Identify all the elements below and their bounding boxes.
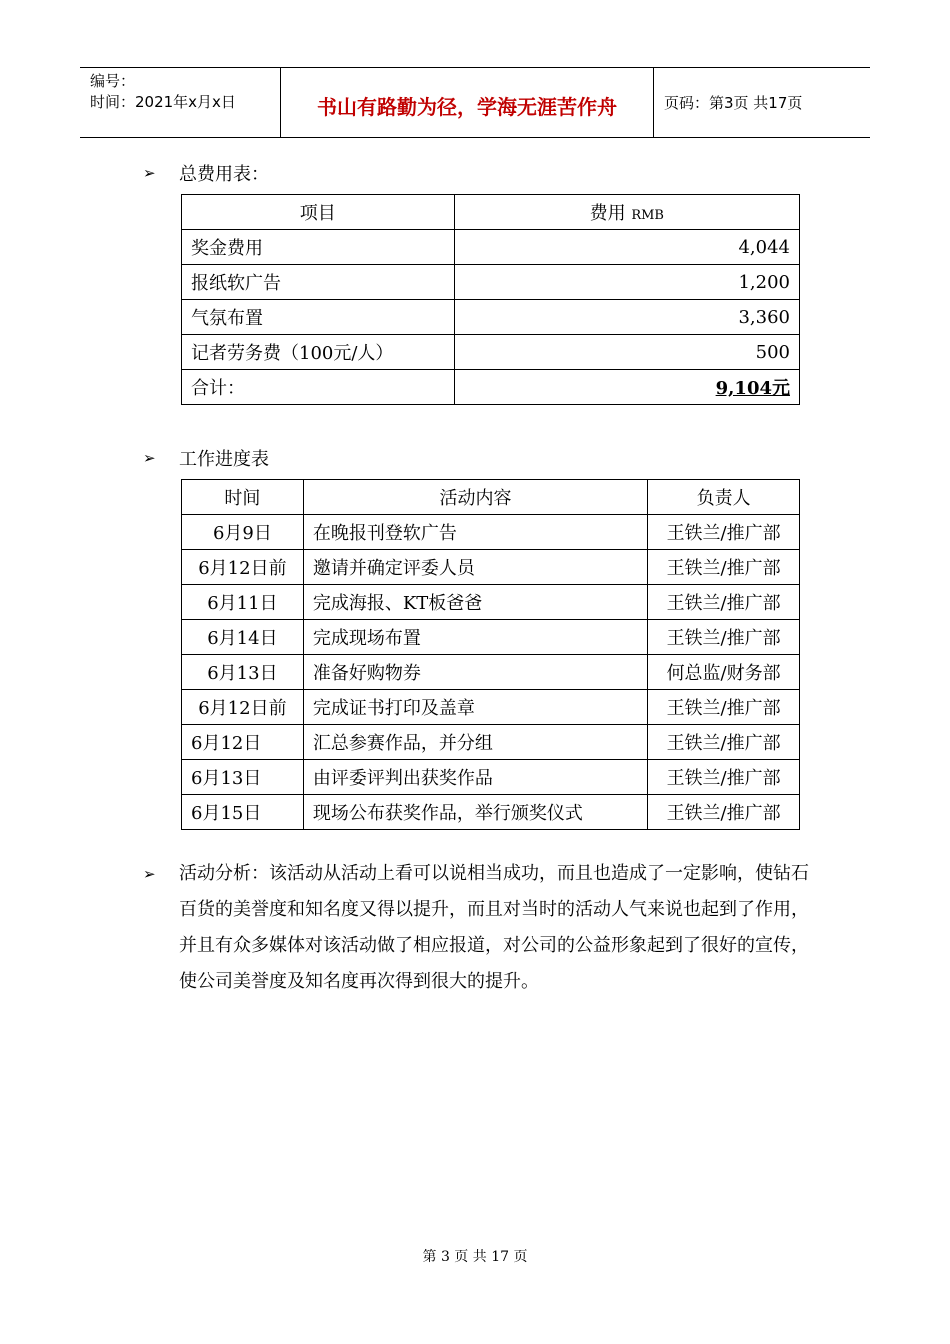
section-cost-heading xyxy=(143,160,269,186)
schedule-table xyxy=(181,479,800,830)
cost-total-row xyxy=(182,370,800,405)
schedule-table-header xyxy=(182,480,800,515)
schedule-owner: 何总监/财务部 xyxy=(648,655,800,690)
table-row xyxy=(182,335,800,370)
schedule-time: 6月14日 xyxy=(182,620,304,655)
schedule-owner: 王铁兰/推广部 xyxy=(648,795,800,830)
cost-fee: 500 xyxy=(454,335,799,370)
schedule-time: 6月9日 xyxy=(182,515,304,550)
cost-fee: 3,360 xyxy=(454,300,799,335)
bullet-arrow-icon: ➢ xyxy=(143,164,156,182)
schedule-owner: 王铁兰/推广部 xyxy=(648,620,800,655)
header-date: 时间：2021年x月x日 xyxy=(90,93,236,111)
section-cost-title: 总费用表： xyxy=(179,164,269,185)
table-row xyxy=(182,515,800,550)
page-header xyxy=(80,67,870,138)
cost-total-cell xyxy=(454,370,799,405)
cost-table-header xyxy=(182,195,800,230)
cost-item: 气氛布置 xyxy=(182,300,455,335)
table-row xyxy=(182,300,800,335)
cost-col-fee-label: 费用 xyxy=(589,203,626,224)
schedule-col-content: 活动内容 xyxy=(303,480,647,515)
cost-fee: 1,200 xyxy=(454,265,799,300)
schedule-content: 邀请并确定评委人员 xyxy=(303,550,647,585)
schedule-time: 6月12日前 xyxy=(182,550,304,585)
schedule-content: 完成海报、KT板爸爸 xyxy=(303,585,647,620)
cost-fee: 4,044 xyxy=(454,230,799,265)
schedule-owner: 王铁兰/推广部 xyxy=(648,760,800,795)
cost-total-value: 9,104元 xyxy=(715,378,790,399)
page-footer: 第 3 页 共 17 页 xyxy=(422,1249,528,1265)
schedule-content: 完成现场布置 xyxy=(303,620,647,655)
schedule-content: 汇总参赛作品，并分组 xyxy=(303,725,647,760)
section-schedule-title: 工作进度表 xyxy=(179,449,269,470)
table-row xyxy=(182,550,800,585)
schedule-col-time: 时间 xyxy=(182,480,304,515)
header-page-info: 页码：第3页 共17页 xyxy=(664,94,803,112)
schedule-col-owner: 负责人 xyxy=(648,480,800,515)
cost-col-fee xyxy=(454,195,799,230)
table-row xyxy=(182,725,800,760)
schedule-time: 6月15日 xyxy=(182,795,304,830)
schedule-owner: 王铁兰/推广部 xyxy=(648,585,800,620)
schedule-owner: 王铁兰/推广部 xyxy=(648,690,800,725)
table-row xyxy=(182,585,800,620)
cost-table xyxy=(181,194,800,405)
schedule-content: 由评委评判出获奖作品 xyxy=(303,760,647,795)
schedule-time: 6月12日 xyxy=(182,725,304,760)
table-row xyxy=(182,620,800,655)
section-schedule-heading xyxy=(143,445,269,471)
cost-col-fee-unit: RMB xyxy=(631,208,664,223)
schedule-owner: 王铁兰/推广部 xyxy=(648,725,800,760)
schedule-time: 6月13日 xyxy=(182,760,304,795)
analysis-text: 活动分析：该活动从活动上看可以说相当成功，而且也造成了一定影响，使钻石百货的美誉度和知名度又得以提升，而且对当时的活动人气来说也起到了作用，并且有众多媒体对该活动做了相应报道，对公司的公益形象起到了很好的宣传，使公司美誉度及知名度再次得到很大的提升。 xyxy=(179,863,809,992)
schedule-content: 在晚报刊登软广告 xyxy=(303,515,647,550)
schedule-owner: 王铁兰/推广部 xyxy=(648,550,800,585)
cost-total-label: 合计： xyxy=(182,370,455,405)
schedule-time: 6月12日前 xyxy=(182,690,304,725)
bullet-arrow-icon: ➢ xyxy=(143,449,156,467)
table-row xyxy=(182,655,800,690)
cost-item: 记者劳务费（100元/人） xyxy=(182,335,455,370)
table-row xyxy=(182,690,800,725)
bullet-arrow-icon: ➢ xyxy=(143,865,156,883)
header-serial: 编号： xyxy=(90,72,136,90)
header-meta xyxy=(80,68,281,137)
table-row xyxy=(182,760,800,795)
cost-item: 报纸软广告 xyxy=(182,265,455,300)
table-row xyxy=(182,230,800,265)
schedule-content: 准备好购物券 xyxy=(303,655,647,690)
schedule-content: 完成证书打印及盖章 xyxy=(303,690,647,725)
cost-col-item: 项目 xyxy=(182,195,455,230)
cost-item: 奖金费用 xyxy=(182,230,455,265)
analysis-paragraph xyxy=(143,856,823,1000)
table-row xyxy=(182,795,800,830)
schedule-time: 6月11日 xyxy=(182,585,304,620)
schedule-time: 6月13日 xyxy=(182,655,304,690)
schedule-owner: 王铁兰/推广部 xyxy=(648,515,800,550)
header-motto: 书山有路勤为径，学海无涯苦作舟 xyxy=(281,68,654,137)
schedule-content: 现场公布获奖作品，举行颁奖仪式 xyxy=(303,795,647,830)
table-row xyxy=(182,265,800,300)
